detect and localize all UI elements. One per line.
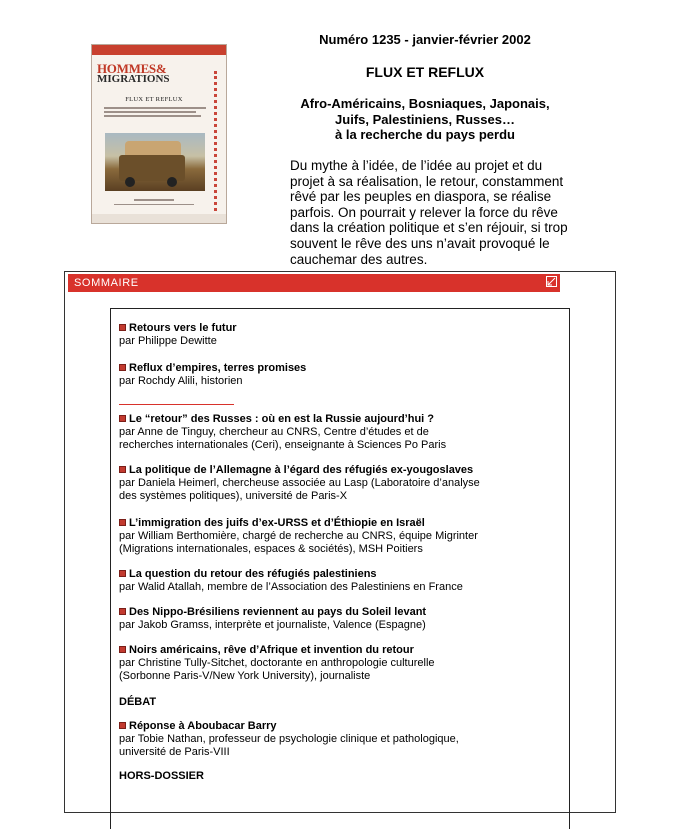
toc-entry-title[interactable] [119,720,559,733]
issue-subtitle [266,96,584,143]
cover-top-strip [92,45,226,55]
toc-title-text: Retours vers le futur [129,322,237,334]
toc-title-text: Des Nippo-Brésiliens reviennent au pays du Soleil levant [129,606,427,618]
subtitle-line: Afro-Américains, Bosniaques, Japonais, [300,96,550,111]
intro-line: dans la création politique et s’en réjouir, si trop [290,220,568,236]
cover-photo-wheel [167,177,177,187]
cover-bottom-band [92,214,226,223]
toc-title-text: La politique de l’Allemagne à l’égard des réfugiés ex-yougoslaves [129,464,474,476]
cover-footer-lines [92,199,216,208]
toc-entry-title[interactable] [119,517,559,530]
toc-entry-author: des systèmes politiques), université de Paris-X [119,490,348,503]
bullet-icon [119,722,126,729]
bullet-icon [119,646,126,653]
bullet-icon [119,364,126,371]
bullet-icon [119,570,126,577]
bullet-icon [119,519,126,526]
cover-title: FLUX ET REFLUX [125,96,183,103]
toc-entry-author: par Anne de Tinguy, chercheur au CNRS, Centre d’études et de [119,426,429,439]
toc-entry-title[interactable] [119,644,559,657]
toc-title-text: La question du retour des réfugiés palestiniens [129,568,377,580]
toc-entry-author: par Tobie Nathan, professeur de psychologie clinique et pathologique, [119,733,459,746]
toc-title-text: Réponse à Aboubacar Barry [129,720,277,732]
toc-entry-author: par Daniela Heimerl, chercheuse associée au Lasp (Laboratoire d’analyse [119,477,480,490]
cover-brand-line2: MIGRATIONS [97,73,170,85]
cover-photo-wheel [125,177,135,187]
toc-entry-author: par Jakob Gramss, interprète et journaliste, Valence (Espagne) [119,619,426,632]
sommaire-label: SOMMAIRE [74,277,139,289]
cover-brand-logo [97,63,215,85]
toc-entry-title[interactable] [119,322,559,335]
bullet-icon [119,415,126,422]
sommaire-header-bar [68,274,560,292]
toc-title-text: L’immigration des juifs d’ex-URSS et d’Éthiopie en Israël [129,517,425,529]
toc-title-text: Le “retour” des Russes : où en est la Russie aujourd’hui ? [129,413,435,425]
magazine-cover [91,44,227,224]
toc-entry-title[interactable] [119,464,559,477]
toc-entry-author: par Christine Tully-Sitchet, doctorante en anthropologie culturelle [119,657,435,670]
intro-paragraph [290,158,572,267]
toc-entry[interactable] [119,517,559,557]
toc-entry-author: par Philippe Dewitte [119,335,217,348]
bullet-icon [119,608,126,615]
toc-entry-author: par Walid Atallah, membre de l’Association des Palestiniens en France [119,581,463,594]
toc-entry[interactable] [119,644,559,684]
toc-entry-author: (Migrations internationales, espaces & sociétés), MSH Poitiers [119,543,423,556]
toc-entry-author: université de Paris-VIII [119,746,230,759]
toc-entry-title[interactable] [119,606,559,619]
subtitle-line: à la recherche du pays perdu [335,127,515,142]
issue-theme: FLUX ET REFLUX [365,64,485,80]
toc-entry[interactable] [119,720,559,760]
bullet-icon [119,466,126,473]
toc-entry[interactable] [119,413,559,453]
toc-entry-author: par Rochdy Alili, historien [119,375,243,388]
toc-entry[interactable] [119,464,559,504]
toc-entry[interactable] [119,362,559,388]
toc-entry-author: par William Berthomière, chargé de recherche au CNRS, équipe Migrinter [119,530,478,543]
cover-brand-line1: HOMMES& [97,61,167,76]
intro-line: projet à sa réalisation, le retour, constamment [290,173,564,189]
section-heading-debat: DÉBAT [119,696,157,708]
toc-entry-title[interactable] [119,362,559,375]
issue-number: Numéro 1235 - janvier-février 2002 [319,32,531,47]
cover-fine-print [104,107,206,119]
cover-side-decoration [214,71,220,211]
intro-line: Du mythe à l’idée, de l’idée au projet et du [290,158,543,173]
section-heading-hors-dossier: HORS-DOSSIER [119,770,204,782]
toc-entry-author: (Sorbonne Paris-V/New York University), journaliste [119,670,371,683]
subtitle-line: Juifs, Palestiniens, Russes… [335,111,515,127]
toc-entry-author: recherches internationales (Ceri), enseignante à Sciences Po Paris [119,439,447,452]
intro-line: parfois. On pourrait y relever la force du rêve [290,204,558,220]
toc-entry[interactable] [119,606,559,632]
bullet-icon [119,324,126,331]
cover-photo [105,133,205,191]
intro-line: souvent le rêve des uns n’avait provoqué le [290,235,550,251]
intro-line: cauchemar des autres. [290,251,428,267]
toc-entry-title[interactable] [119,413,559,426]
toc-entry[interactable] [119,568,559,594]
intro-line: rêvé par les peuples en diaspora, se réalise [290,189,552,205]
expand-icon[interactable] [546,276,557,287]
toc-title-text: Reflux d’empires, terres promises [129,362,307,374]
section-divider [119,404,234,405]
toc-title-text: Noirs américains, rêve d’Afrique et invention du retour [129,644,414,656]
toc-entry-title[interactable] [119,568,559,581]
toc-entry[interactable] [119,322,559,348]
